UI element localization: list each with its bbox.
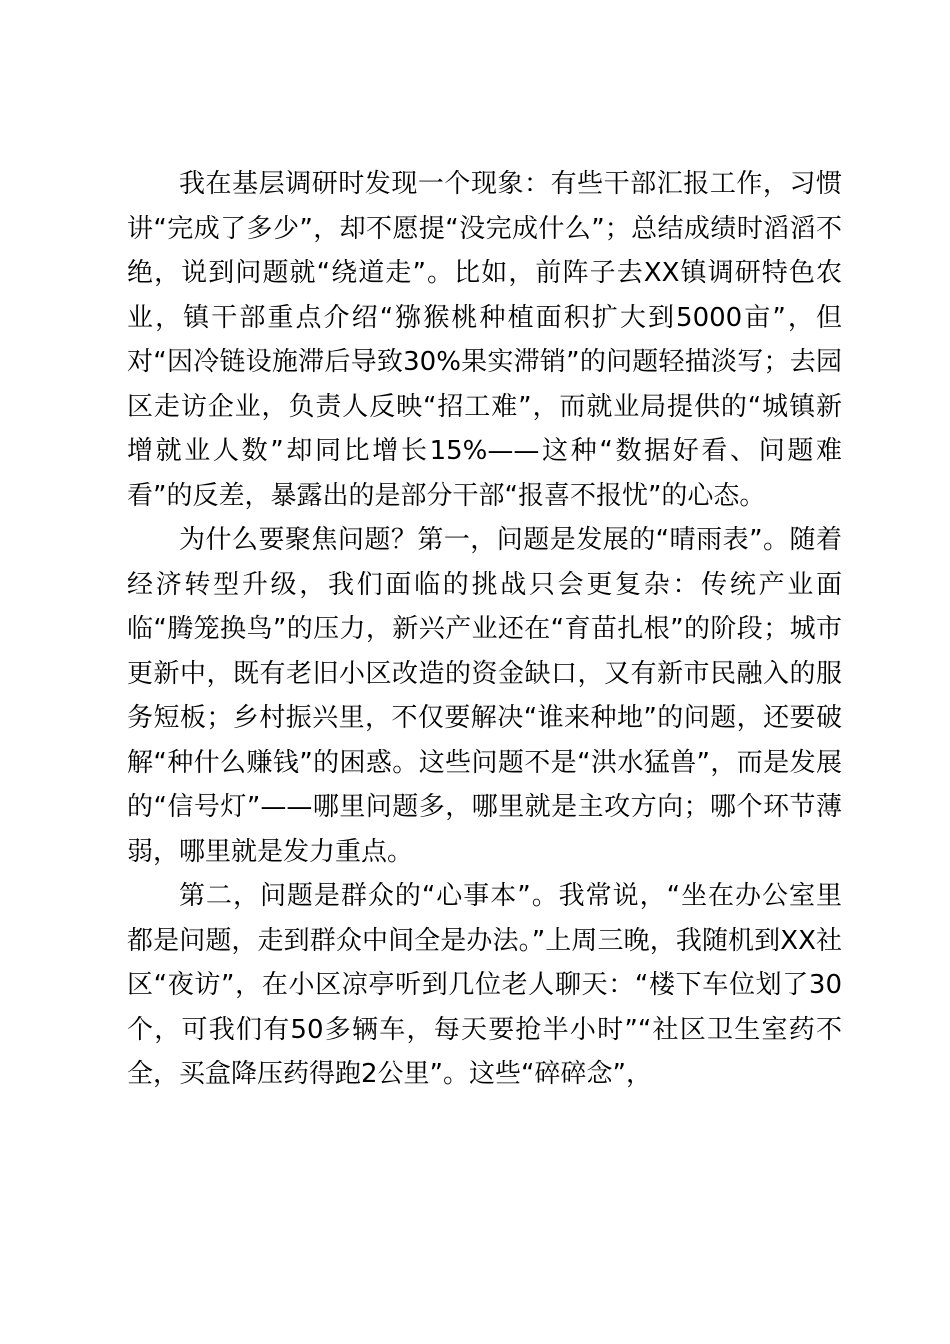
paragraph-grassroots-observation: 我在基层调研时发现一个现象：有些干部汇报工作，习惯讲“完成了多少”，却不愿提“没完成什么”；总结成绩时滔滔不绝，说到问题就“绕道走”。比如，前阵子去XX镇调研特色农业，镇干部重点介绍“猕猴桃种植面积扩大到5000亩”，但对“因冷链设施滞后导致30%果实滞销”的问题轻描淡写；去园区走访企业，负责人反映“招工难”，而就业局提供的“城镇新增就业人数”却同比增长15%——这种“数据好看、问题难看”的反差，暴露出的是部分干部“报喜不报忧”的心态。 bbox=[127, 169, 842, 511]
paragraph-problems-are-public-concerns: 第二，问题是群众的“心事本”。我常说，“坐在办公室里都是问题，走到群众中间全是办法。”上周三晚，我随机到XX社区“夜访”，在小区凉亭听到几位老人聊天：“楼下车位划了30个，可我们有50多辆车，每天要抢半小时”“社区卫生室药不全，买盒降压药得跑2公里”。这些“碎碎念”， bbox=[127, 881, 842, 1089]
paragraph-why-focus-on-problems: 为什么要聚焦问题？第一，问题是发展的“晴雨表”。随着经济转型升级，我们面临的挑战只会更复杂：传统产业面临“腾笼换鸟”的压力，新兴产业还在“育苗扎根”的阶段；城市更新中，既有老旧小区改造的资金缺口，又有新市民融入的服务短板；乡村振兴里，不仅要解决“谁来种地”的问题，还要破解“种什么赚钱”的困惑。这些问题不是“洪水猛兽”，而是发展的“信号灯”——哪里问题多，哪里就是主攻方向；哪个环节薄弱，哪里就是发力重点。 bbox=[127, 525, 842, 867]
document-body bbox=[127, 162, 842, 1097]
